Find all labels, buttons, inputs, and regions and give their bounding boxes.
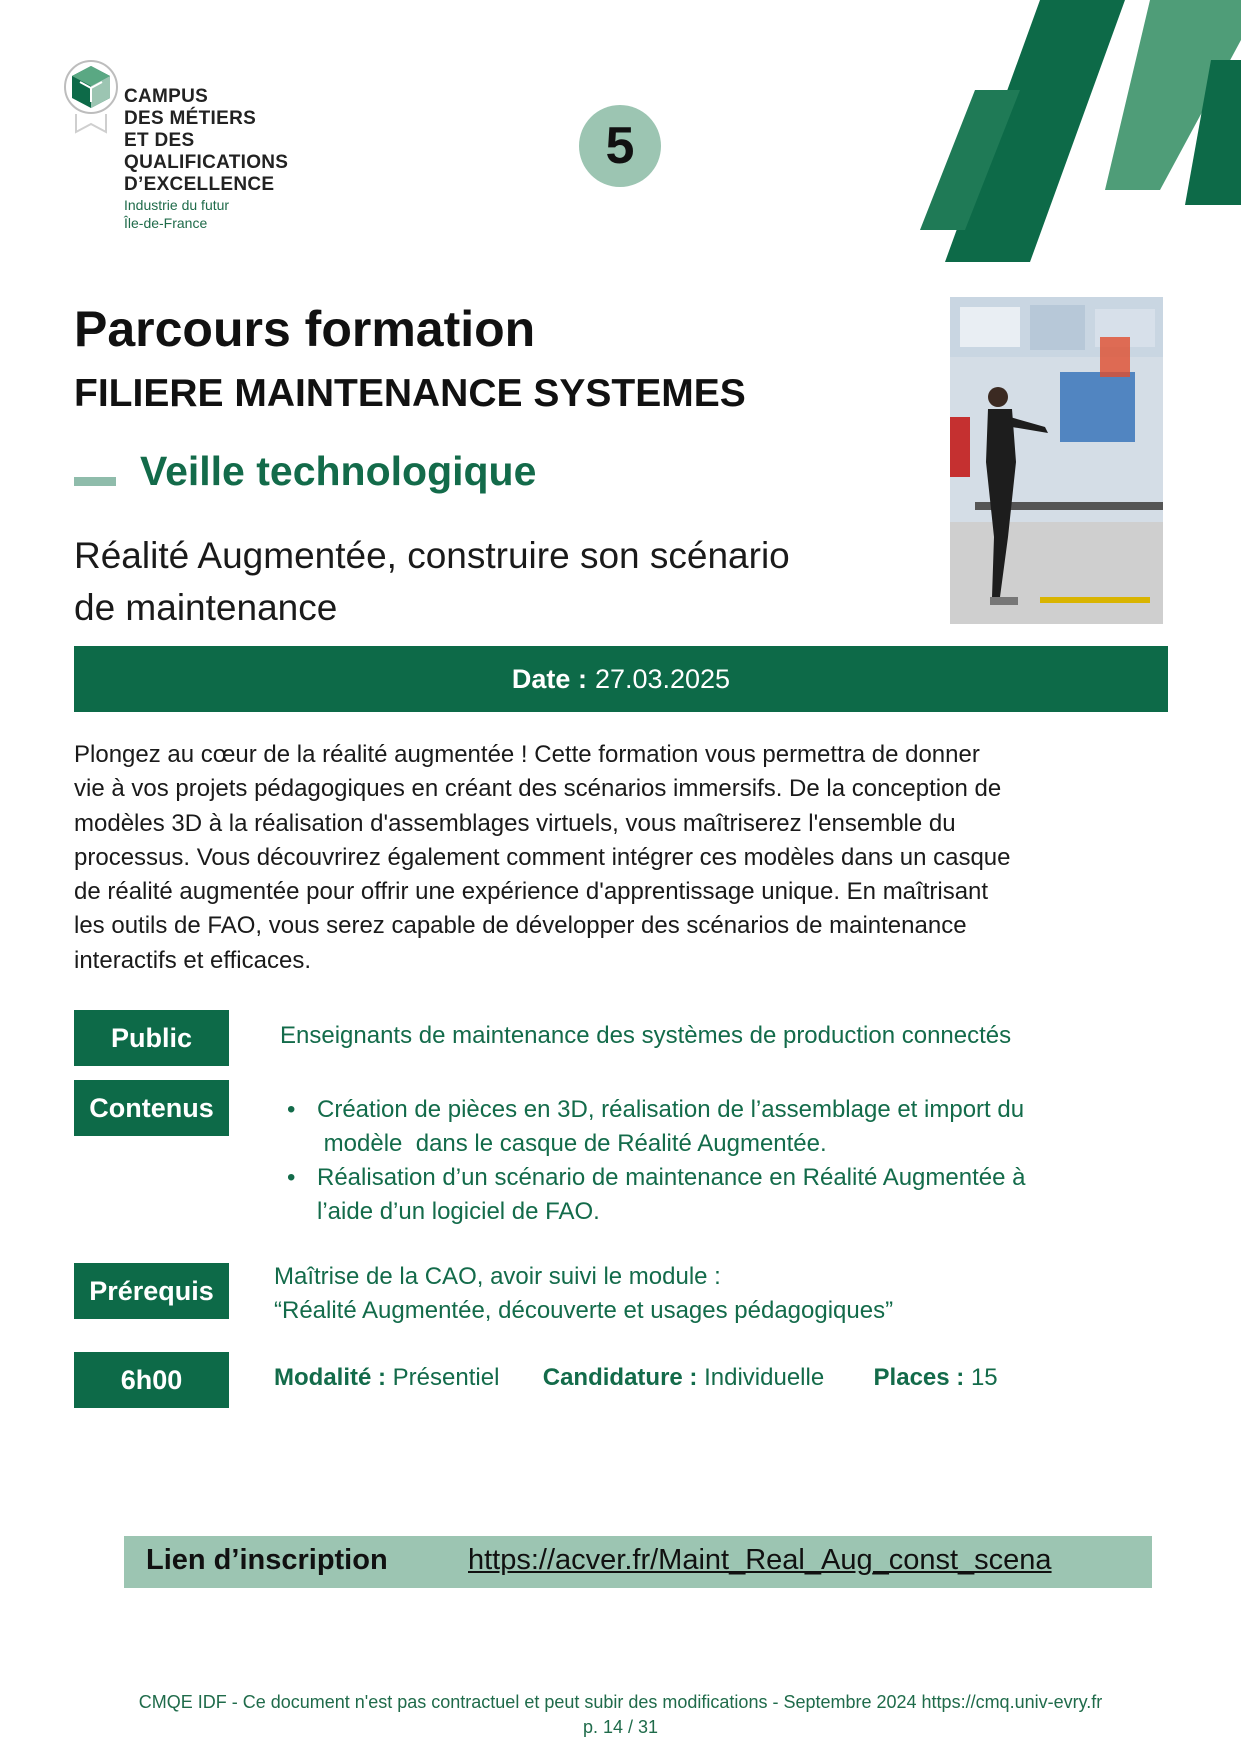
places-value: 15: [970, 1364, 998, 1391]
bullet-icon: •: [287, 1096, 296, 1123]
course-title-line: de maintenance: [74, 587, 338, 628]
list-item-line: modèle dans le casque de Réalité Augmentée.: [317, 1130, 827, 1157]
course-description: [74, 738, 1174, 978]
prerequis-label: Prérequis: [74, 1263, 229, 1319]
logo-line: D’EXCELLENCE: [124, 174, 275, 195]
description-line: interactifs et efficaces.: [74, 946, 311, 974]
description-line: vie à vos projets pédagogiques en créant des scénarios immersifs. De la conception de: [74, 775, 1002, 803]
cmq-logo: [62, 58, 312, 238]
logo-subtitle: [124, 196, 229, 232]
footer-text: CMQE IDF - Ce document n'est pas contractuel et peut subir des modifications - Septembre 2024 https://cmq.univ-evry.fr: [138, 1692, 1103, 1712]
date-value: 27.03.2025: [594, 663, 731, 694]
course-title-line: Réalité Augmentée, construire son scénario: [74, 535, 790, 576]
candidature-value: Individuelle: [704, 1364, 825, 1391]
description-line: de réalité augmentée pour offrir une expérience d'apprentissage unique. En maîtrisant: [74, 878, 989, 906]
logo-title: [124, 86, 288, 196]
list-item: [287, 1093, 1197, 1161]
candidature-label: Candidature :: [542, 1364, 698, 1391]
list-item: [287, 1161, 1197, 1229]
date-bar: [74, 646, 1168, 712]
modalite-label: Modalité :: [274, 1364, 386, 1391]
course-title: [74, 530, 914, 634]
section-dash: [74, 477, 116, 486]
date-label: Date :: [511, 663, 587, 694]
public-text: Enseignants de maintenance des systèmes de production connectés: [280, 1022, 1012, 1049]
page-number: p. 14 / 31: [582, 1717, 659, 1737]
cube-emblem-icon: [62, 58, 120, 134]
list-item-line: Réalisation d’un scénario de maintenance en Réalité Augmentée à: [317, 1164, 1026, 1191]
description-line: Plongez au cœur de la réalité augmentée ! Cette formation vous permettra de donner: [74, 741, 980, 768]
prerequis-text: [274, 1260, 893, 1328]
page-subtitle: FILIERE MAINTENANCE SYSTEMES: [74, 372, 746, 415]
inscription-link[interactable]: https://acver.fr/Maint_Real_Aug_const_scena: [468, 1544, 1052, 1576]
description-line: modèles 3D à la réalisation d'assemblages virtuels, vous maîtriserez l'ensemble du: [74, 809, 956, 837]
section-title: Veille technologique: [140, 448, 537, 494]
logo-sub-line: Île-de-France: [124, 215, 208, 231]
inscription-label: Lien d’inscription: [146, 1544, 388, 1576]
logo-line: DES MÉTIERS: [124, 108, 257, 129]
module-number-badge: 5: [579, 105, 661, 187]
modalite-value: Présentiel: [392, 1364, 500, 1391]
contenus-label: Contenus: [74, 1080, 229, 1136]
inscription-bar: [124, 1536, 1152, 1588]
training-photo: [950, 297, 1163, 624]
prerequis-line: Maîtrise de la CAO, avoir suivi le module :: [274, 1263, 721, 1290]
prerequis-line: “Réalité Augmentée, découverte et usages pédagogiques”: [274, 1297, 894, 1324]
decorative-stripes: [895, 0, 1241, 262]
logo-line: QUALIFICATIONS: [124, 152, 289, 173]
description-line: les outils de FAO, vous serez capable de développer des scénarios de maintenance: [74, 912, 967, 940]
public-label: Public: [74, 1010, 229, 1066]
places-label: Places :: [873, 1364, 965, 1391]
page-footer: [0, 1690, 1241, 1740]
list-item-line: l’aide d’un logiciel de FAO.: [317, 1198, 600, 1225]
details-row: [274, 1364, 998, 1392]
bullet-icon: •: [287, 1164, 296, 1191]
page-title: Parcours formation: [74, 301, 536, 357]
logo-sub-line: Industrie du futur: [124, 197, 230, 213]
logo-line: CAMPUS: [124, 86, 209, 107]
list-item-line: Création de pièces en 3D, réalisation de l’assemblage et import du: [317, 1096, 1025, 1123]
duration-label: 6h00: [74, 1352, 229, 1408]
description-line: processus. Vous découvrirez également comment intégrer ces modèles dans un casque: [74, 843, 1011, 871]
contenus-list: [287, 1093, 1197, 1229]
logo-line: ET DES: [124, 130, 195, 151]
